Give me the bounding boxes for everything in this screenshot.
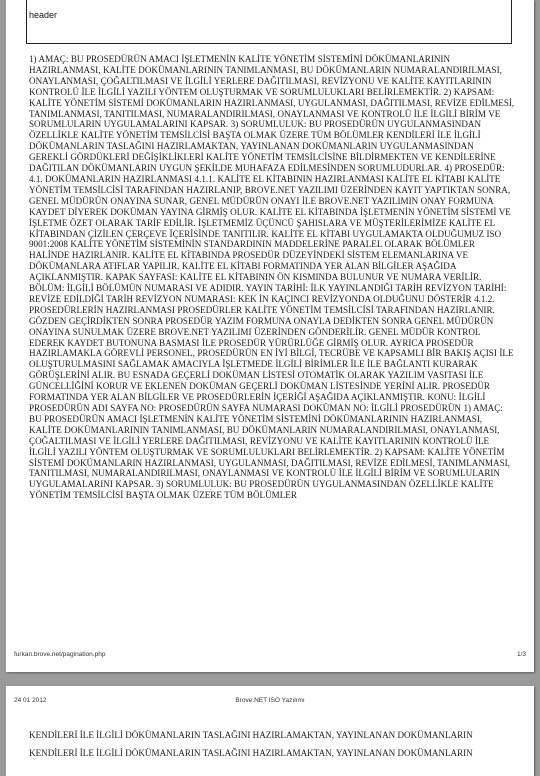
footer-page-number: 1/3: [516, 651, 526, 658]
page-date: 24 01 2012: [14, 697, 47, 704]
page-header-title: Brove.NET ISO Yazılımı: [235, 697, 305, 704]
header-label: header: [29, 10, 58, 20]
document-page-2: [6, 686, 534, 776]
document-body-text: 1) AMAÇ: BU PROSEDÜRÜN AMACI İŞLETMENİN KALİTE YÖNETİM SİSTEMİNİ DÖKÜMANLARININ HAZIRLANMASI, KALİTE DOKÜMANLARININ TANIMLANMASI, BU DÖKÜMANLARIN NUMARALANDIRILMASI, ONAYLANMASI, ÇOĞALTILMASI VE İLGİLİ YERLERE DAĞITILMASI, REVİZYONU VE KALİTE KAYITLARININ KONTROLÜ İLE İLGİLİ YAZILI YÖNTEM OLUŞTURMAK VE SORUMLULUKLARI BELİRLEMEKTİR. 2) KAPSAM: KALİTE YÖNETİM SİSTEMİ DOKÜMANLARIN HAZIRLANMASI, UYGULANMASI, DAĞITILMASI, REVİZE EDİLMESİ, TANIMLANMASI, TANITILMASI, NUMARALANDIRILMASI, ONAYLANMASI VE KONTROLÜ İLE İLGİLİ BİRİM VE SORUMLULARIN UYGULAMALARINI KAPSAR. 3) SORUMLULUK: BU PROSEDÜRÜN UYGULANMASINDAN ÖZELLİKLE KALİTE YÖNETİM TEMSİLCİSİ BAŞTA OLMAK ÜZERE TÜM BÖLÜMLER KENDİLERİ İLE İLGİLİ DÖKÜMANLARIN TASLAĞINI HAZIRLAMAKTAN, YAYINLANAN DOKÜMANLARIN UYGULANMASINDAN GEREKLİ GÖRDÜKLERİ DEĞİŞİKLİKLERİ KALİTE YÖNETİM TEMSİLCİSİNE BİLDİRMEKTEN VE KENDİLERİNE DAĞITILAN DÖKÜMANLARIN UYGUN ŞEKİLDE MUHAFAZA EDİLMESİNDEN SORUMLUDURLAR. 4) PROSEDÜR: 4.1. DOKÜMANLARIN HAZIRLANMASI 4.1.1. KALİTE EL KİTABININ HAZIRLANMASI KALİTE EL KİTABI KALİTE YÖNETİM TEMSİLCİSİ TARAFINDAN HAZIRLANIP, BROVE.NET YAZILIMI ÜZERİNDEN KAYIT YAPTIKTAN SONRA, GENEL MÜDÜRÜN ONAYINA SUNAR, GENEL MÜDÜRÜN ONAYI İLE BROVE.NET YAZILIMIN ONAY FORMUNA KAYDET DİYEREK DOKÜMAN YAYINA GİRMİŞ OLUR. KALİTE EL KİTABINDA İŞLETMENİN YÖNETİM SİSTEMİ VE İŞLETME ÖZET OLARAK TARİF EDİLİR. İŞLETMEMİZ ÜÇÜNCÜ ŞAHISLARA VE MÜŞTERİLERİMİZE KALİTE EL KİTABINDAN ÇİZİLEN ÇERÇEVE İÇERİSİNDE TANITILIR. KALİTE EL KİTABI UYGULAMAKTA OLDUĞUMUZ ISO 9001:2008 KALİTE YÖNETİM SİSTEMİNİN STANDARDININ MADDELERİNE PARALEL OLARAK BÖLÜMLER HALİNDE HAZIRLANIR. KALİTE EL KİTABINDA PROSEDÜR DÜZEYİNDEKİ SİSTEM ELEMANLARINA VE DÖKÜMANLARA ATIFLAR YAPILIR. KALİTE EL KİTABI FORMATINDA YER ALAN BİLGİLER AŞAĞIDA AÇIKLANMIŞTIR. KAPAK SAYFASI: KALİTE EL KİTABININ ÖN KISMINDA BULUNUR VE NUMARA VERİLİR. BÖLÜM: İLGİLİ BÖLÜMÜN NUMARASI VE ADIDIR. YAYIN TARİHİ: İLK YAYINLANDIĞI TARİH REVİZYON TARİHİ: REVİZE EDİLDİĞİ TARİH REVİZYON NUMARASI: KEK İN KAÇINCI REVİZYONDA OLDUĞUNU DÖSTERİR 4.1.2. PROSEDÜRLERİN HAZIRLANMASI PROSEDÜRLER KALİTE YÖNETİM TEMSİLCİSİ TARAFINDAN HAZIRLANIR. GÖZDEN GEÇİRDİKTEN SONRA PROSEDÜR YAZIM FORMUNA ONAYLA DEDİKTEN SONRA GENEL MÜDÜRÜN ONAYINA SUNULMAK ÜZERE BROVE.NET YAZILIMI ÜZERİNDEN GÖNDERİLİR. GENEL MÜDÜR KONTROL EDEREK KAYDET BUTONUNA BASMASI İLE PROSEDÜR YÜRÜRLÜĞE GİRMİŞ OLUR. AYRICA PROSEDÜR HAZIRLAMAKLA GÖREVLİ PERSONEL, PROSEDÜRÜN EN İYİ BİLGİ, TECRÜBE VE KAPSAMLI BİR BAKIŞ AÇISI İLE OLUŞTURULMASINI SAĞLAMAK AMACIYLA İŞLETMEDE İLGİLİ BİRİMLER İLE İLE BAĞLANTI KURARAK GÖRÜŞLERİNİ ALIR. BU ESNADA GEÇERLİ DOKÜMAN LİSTESİ OTOMATİK OLARAK YAZILIM VASITASI İLE GÜNCELLİĞİNİ KORUR VE EKLENEN DOKÜMAN GEÇERLİ DOKÜMAN LİSTESİNDE YERİNİ ALIR. PROSEDÜR FORMATINDA YER ALAN BİLGİLER VE PROSEDÜRLERİN İÇERİĞİ AŞAĞIDA AÇIKLANMIŞTIR. KONU: İLGİLİ PROSEDÜRÜN ADI SAYFA NO: PROSEDÜRÜN SAYFA NUMARASI DOKÜMAN NO: İLGİLİ PROSEDÜRÜN 1) AMAÇ: BU PROSEDÜRÜN AMACI İŞLETMENİN KALİTE YÖNETİM SİSTEMİNİ DÖKÜMANLARININ HAZIRLANMASI, KALİTE DOKÜMANLARININ TANIMLANMASI, BU DÖKÜMANLARIN NUMARALANDIRILMASI, ONAYLANMASI, ÇOĞALTILMASI VE İLGİLİ YERLERE DAĞITILMASI, REVİZYONU VE KALİTE KAYITLARININ KONTROLÜ İLE İLGİLİ YAZILI YÖNTEM OLUŞTURMAK VE SORUMLULUKLARI BELİRLEMEKTİR. 2) KAPSAM: KALİTE YÖNETİM SİSTEMİ DOKÜMANLARIN HAZIRLANMASI, UYGULANMASI, DAĞITILMASI, REVİZE EDİLMESİ, TANIMLANMASI, TANITILMASI, NUMARALANDIRILMASI, ONAYLANMASI VE KONTROLÜ İLE İLGİLİ BİRİM VE SORUMLULARIN UYGULAMALARINI KAPSAR. 3) SORUMLULUK: BU PROSEDÜRÜN UYGULANMASINDAN ÖZELLİKLE KALİTE YÖNETİM TEMSİLCİSİ BAŞTA OLMAK ÜZERE TÜM BÖLÜMLER: [29, 54, 515, 501]
clipped-text-line: [29, 730, 515, 742]
header-box: [26, 0, 512, 44]
body-text-line: KENDİLERİ İLE İLGİLİ DÖKÜMANLARIN TASLAĞINI HAZIRLAMAKTAN, YAYINLANAN DOKÜMANLARIN: [29, 748, 473, 758]
document-page-1: [6, 0, 534, 672]
footer-url: furkan.brove.net/pagination.php: [14, 651, 106, 658]
clipped-text: KENDİLERİ İLE İLGİLİ DÖKÜMANLARIN TASLAĞINI HAZIRLAMAKTAN, YAYINLANAN DOKÜMANLARIN: [29, 730, 473, 740]
